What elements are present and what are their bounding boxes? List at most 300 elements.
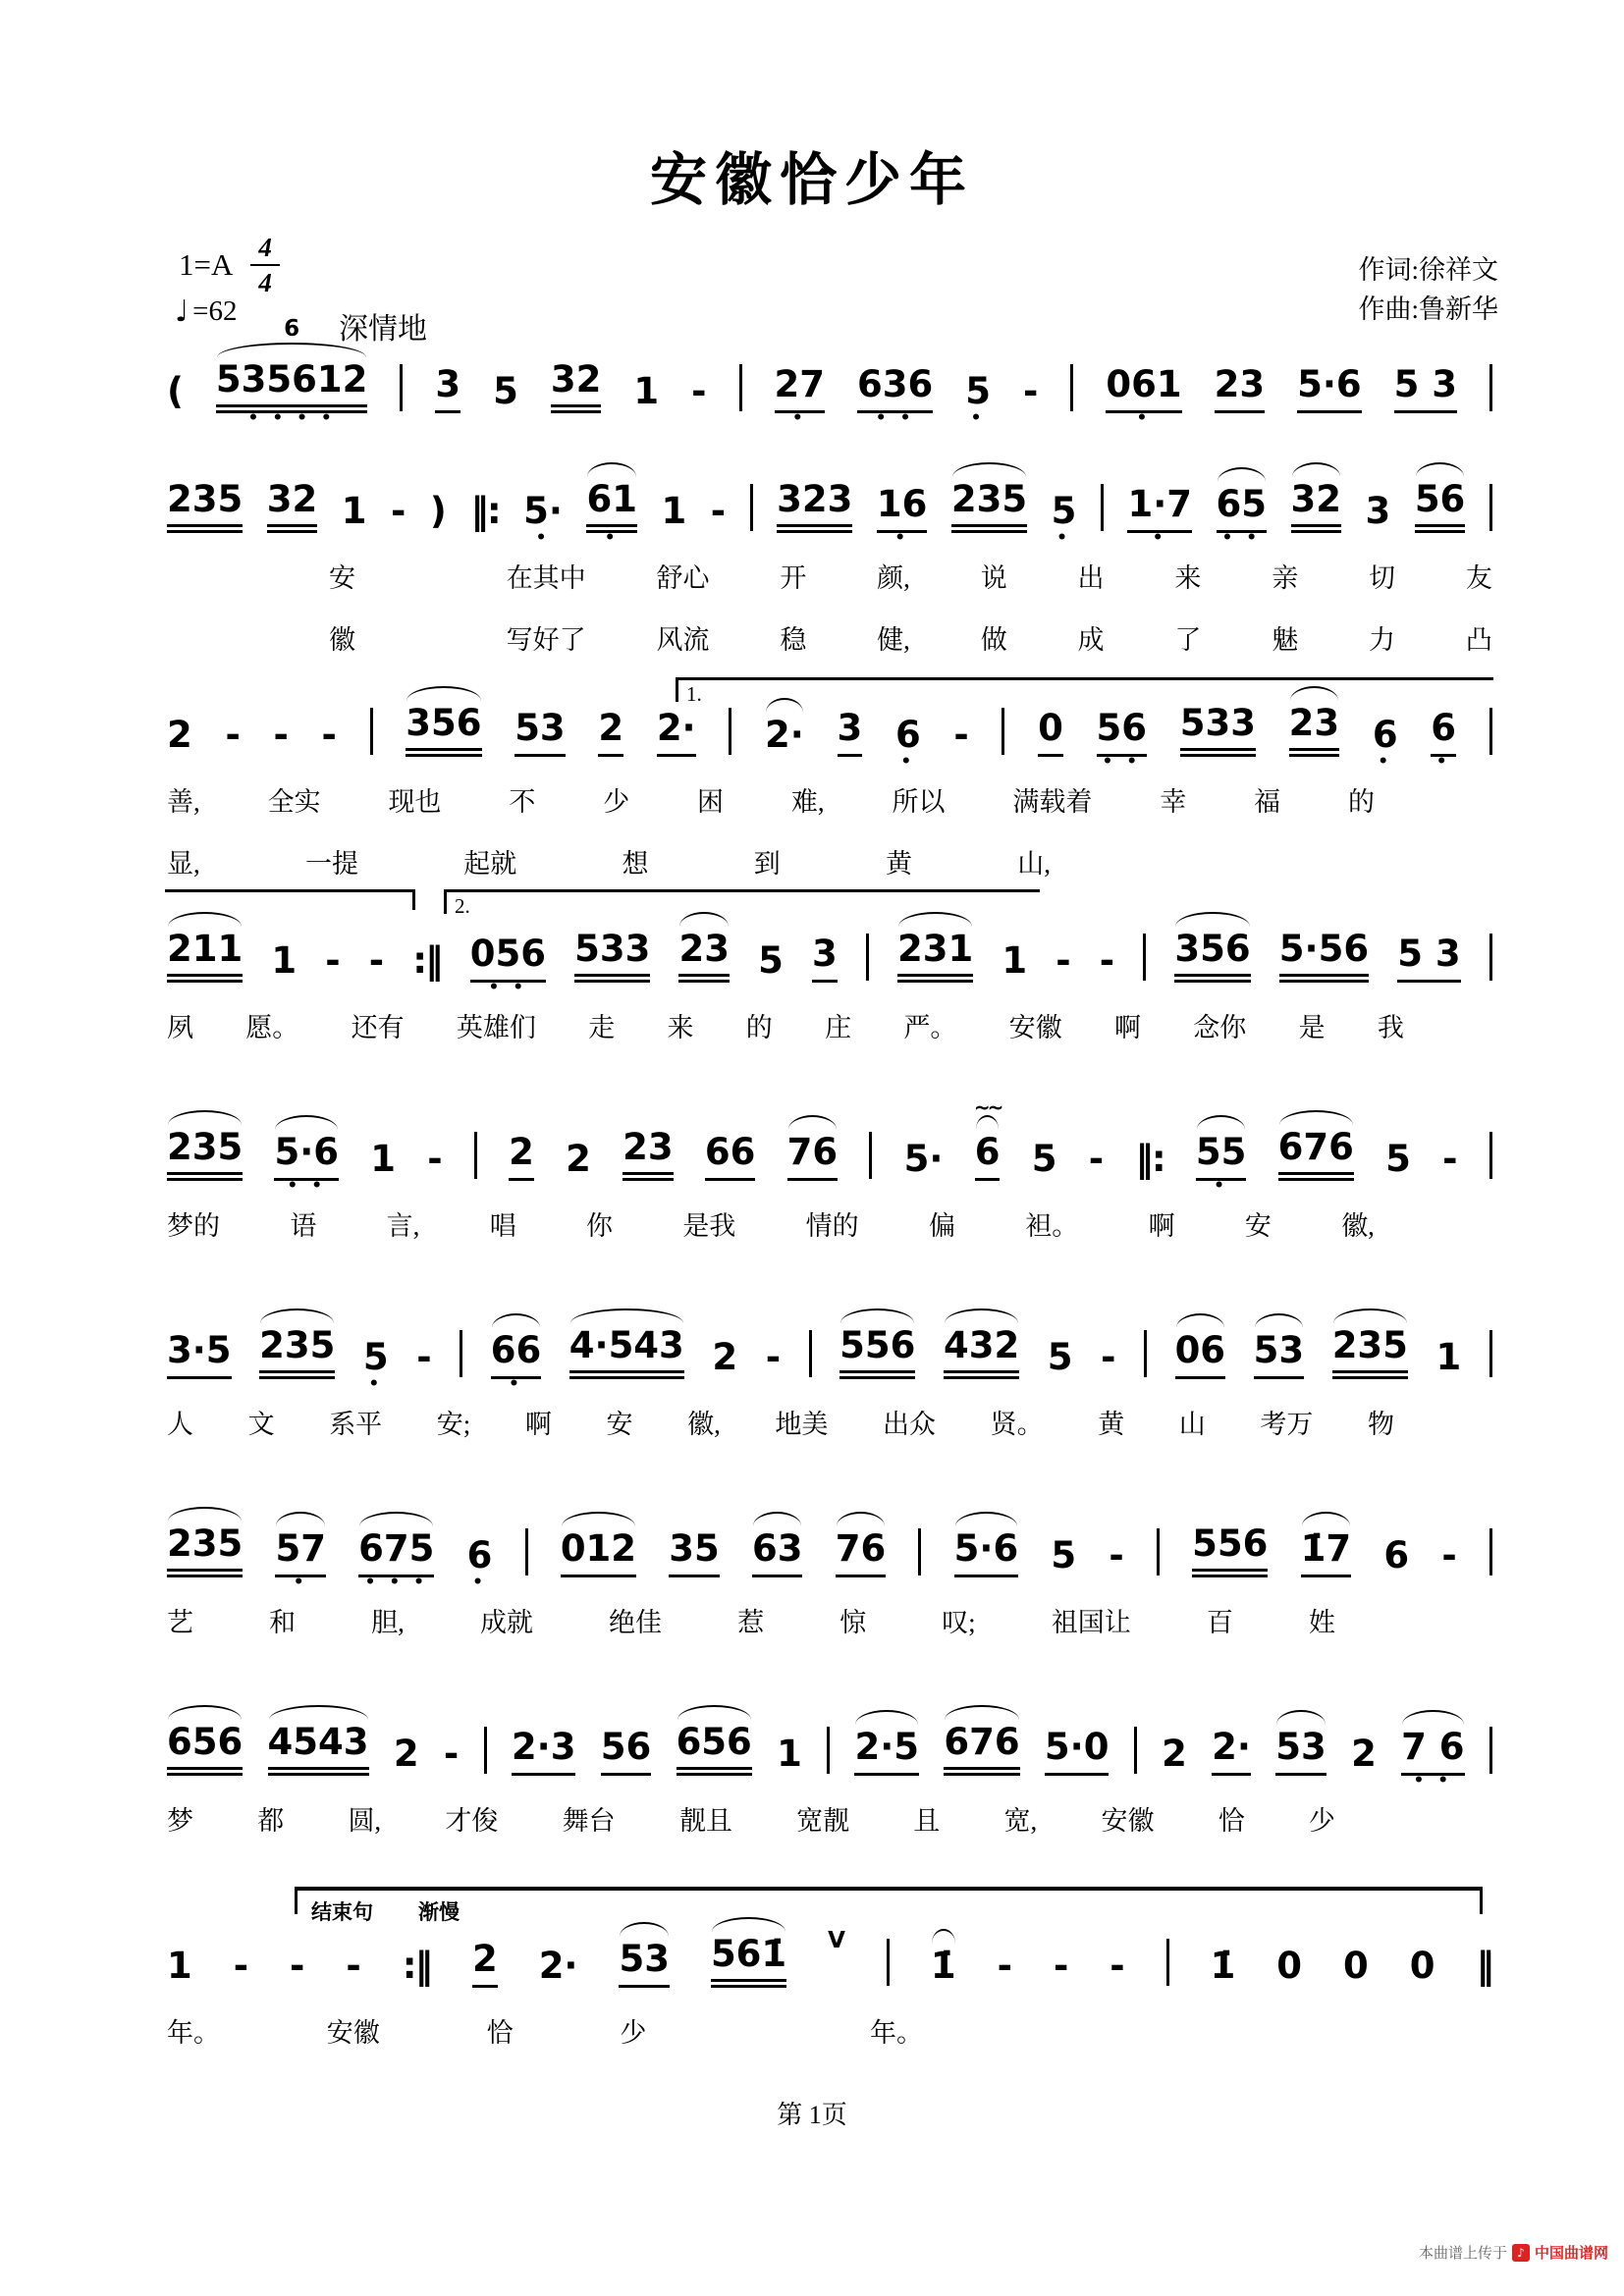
lyric-syllable: 惹 xyxy=(737,1607,765,1637)
bar-line xyxy=(1489,1528,1492,1575)
note-token: 235 xyxy=(167,1127,243,1181)
bar-line xyxy=(866,934,869,981)
lyrics-row xyxy=(167,1601,1492,1639)
note-token: - xyxy=(416,1336,432,1378)
notation-row xyxy=(167,1325,1492,1379)
note-token: 535612 6 • • • • xyxy=(216,359,367,413)
note-token: 356 xyxy=(1174,929,1250,983)
lyrics-row xyxy=(167,618,1492,657)
note-token: 53 xyxy=(619,1939,670,1988)
note-token: ‖: xyxy=(470,490,500,532)
key-signature xyxy=(179,234,280,297)
note-token: 2· xyxy=(765,714,804,756)
lyric-syllable: 做 xyxy=(980,624,1007,655)
lyric-syllable: 亲 xyxy=(1272,562,1299,593)
lyric-syllable: 姓 xyxy=(1308,1607,1335,1637)
lyric-syllable: 友 xyxy=(1465,562,1492,593)
lyric-syllable: 起就 xyxy=(463,848,517,879)
note-token: :‖ xyxy=(412,939,442,982)
lyric-syllable: 少 xyxy=(620,2017,647,2048)
bar-line xyxy=(1144,1330,1147,1377)
bar-line xyxy=(887,1939,890,1986)
meter-denominator: 4 xyxy=(258,268,272,298)
notation-row xyxy=(167,929,1492,983)
note-token: - xyxy=(346,1945,361,1987)
bar-line xyxy=(1489,934,1492,981)
note-token: 56 • • xyxy=(1097,708,1148,757)
lyric-syllable: 地美 xyxy=(775,1409,829,1439)
ending-labels xyxy=(311,1896,460,1926)
volta-1-close-bracket xyxy=(165,889,415,910)
note-token: - xyxy=(710,490,727,532)
lyric-syllable: 我 xyxy=(1377,1012,1404,1042)
note-token: ‖: xyxy=(1135,1138,1164,1180)
note-token: 5·56 xyxy=(1279,929,1369,983)
note-token: 533 xyxy=(1180,703,1256,757)
lyric-syllable: 的 xyxy=(1347,786,1375,817)
note-token: 56 xyxy=(601,1727,652,1776)
note-token: 53 xyxy=(1275,1727,1326,1776)
lyric-syllable: 说 xyxy=(980,562,1007,593)
note-token: 3 xyxy=(812,934,838,983)
note-token: 1 xyxy=(167,1945,192,1987)
note-token: 556 xyxy=(839,1325,915,1379)
note-token: 211 xyxy=(167,929,243,983)
page-title: 安徽恰少年 xyxy=(649,148,974,212)
lyric-syllable: 安 xyxy=(1244,1210,1272,1241)
site-logo-icon: ♪ xyxy=(1512,2244,1530,2262)
lyric-syllable: 切 xyxy=(1369,562,1396,593)
note-token: 3 xyxy=(838,708,863,757)
note-token: 1 xyxy=(271,939,298,982)
lyric-syllable: 走 xyxy=(588,1012,616,1042)
note-token: - xyxy=(1022,370,1039,412)
lyric-syllable: 偏 xyxy=(928,1210,955,1241)
lyric-syllable: 祖国让 xyxy=(1051,1607,1131,1637)
lyric-syllable: 少 xyxy=(603,786,630,817)
lyric-syllable: 来 xyxy=(667,1012,694,1042)
lyric-syllable: 福 xyxy=(1254,786,1281,817)
ending-label: 结束句 xyxy=(311,1900,373,1924)
lyric-syllable: 安; xyxy=(436,1409,471,1439)
bar-line xyxy=(809,1330,812,1377)
lyric-syllable: 百 xyxy=(1206,1607,1233,1637)
lyric-syllable: 在其中 xyxy=(506,562,586,593)
lyric-syllable: 徽, xyxy=(687,1409,721,1439)
note-token: 1 xyxy=(777,1733,802,1775)
lyric-syllable: 徽, xyxy=(1341,1210,1375,1241)
note-token: 1 xyxy=(1001,939,1028,982)
note-token: - xyxy=(325,939,341,982)
note-token: 61 • xyxy=(586,479,637,533)
note-token: 5 • xyxy=(1052,491,1077,533)
note-token: 0 xyxy=(1409,1945,1435,1987)
note-token: 2 xyxy=(598,708,623,757)
lyric-syllable: 你 xyxy=(586,1210,613,1241)
note-token: 5 • xyxy=(965,371,991,413)
note-token: 6 • xyxy=(895,715,921,757)
lyric-syllable: 还有 xyxy=(351,1012,405,1042)
note-token: - xyxy=(443,1733,460,1775)
lyrics-row xyxy=(167,1204,1492,1243)
music-system-6 xyxy=(167,1325,1492,1441)
note-token: - xyxy=(427,1138,443,1180)
bar-line xyxy=(827,1727,830,1774)
music-system-2 xyxy=(167,479,1492,657)
lyric-syllable: 啊 xyxy=(1113,1012,1141,1042)
lyric-syllable: 山 xyxy=(1178,1409,1206,1439)
note-token: 5 xyxy=(1385,1138,1411,1180)
note-token: ) xyxy=(429,490,447,532)
note-token: 5 xyxy=(1051,1534,1077,1576)
note-token: - xyxy=(953,714,969,756)
ritardando-label: 渐慢 xyxy=(418,1900,460,1924)
lyric-syllable: 不 xyxy=(509,786,536,817)
note-token: 2 xyxy=(566,1138,591,1180)
lyric-syllable: 啊 xyxy=(524,1409,552,1439)
note-token: 1 xyxy=(341,490,367,532)
lyric-syllable: 成 xyxy=(1077,624,1105,655)
note-token: 2· xyxy=(657,708,696,757)
note-token: - xyxy=(273,714,289,756)
notation-row xyxy=(167,1928,1492,1988)
lyric-syllable: 言, xyxy=(386,1210,420,1241)
quarter-note-icon: ♩ xyxy=(175,294,189,329)
lyric-syllable: 唱 xyxy=(489,1210,516,1241)
note-token: 27 • xyxy=(775,364,826,413)
lyric-syllable: 庄 xyxy=(825,1012,852,1042)
note-token: 6 • xyxy=(1431,708,1456,757)
bar-line xyxy=(1143,934,1146,981)
note-token: 323 xyxy=(777,479,852,533)
note-token: 5 xyxy=(758,939,784,982)
note-token: 235 xyxy=(167,1523,243,1577)
note-token: 1̇7 xyxy=(1301,1528,1352,1577)
upload-credit xyxy=(1419,2242,1608,2263)
lyric-syllable: 魅 xyxy=(1272,624,1299,655)
bar-line xyxy=(1489,1330,1492,1377)
bar-line xyxy=(460,1330,462,1377)
lyric-syllable xyxy=(753,2011,763,2050)
lyric-syllable: 的 xyxy=(745,1012,773,1042)
lyrics-row xyxy=(167,557,1492,595)
lyric-syllable: 啊 xyxy=(1148,1210,1175,1241)
note-token: 0 xyxy=(1276,1945,1303,1987)
volta-1-bracket xyxy=(676,677,1493,706)
note-token: 012 xyxy=(561,1528,636,1577)
lyric-syllable: 凸 xyxy=(1465,624,1492,655)
lyric-syllable: 安 xyxy=(606,1409,633,1439)
lyric-syllable: 都 xyxy=(257,1805,285,1836)
lyric-syllable: 黄 xyxy=(886,848,912,879)
lyric-syllable: 现也 xyxy=(388,786,442,817)
lyric-syllable: 考万 xyxy=(1260,1409,1314,1439)
bar-line xyxy=(739,364,742,411)
tempo-marking xyxy=(175,294,238,329)
bar-line xyxy=(484,1727,487,1774)
note-token: 231 xyxy=(897,929,973,983)
music-system-3 xyxy=(167,703,1492,881)
lyric-syllable: 出众 xyxy=(883,1409,937,1439)
note-token: 061 • xyxy=(1106,364,1181,413)
note-token: 2 xyxy=(1162,1733,1187,1775)
note-token: 1 xyxy=(1435,1336,1462,1378)
expression-marking: 深情地 xyxy=(339,313,427,346)
note-token: 4·543 xyxy=(569,1325,684,1379)
note-token: 6 • xyxy=(467,1535,493,1577)
lyric-syllable: 舞台 xyxy=(562,1805,616,1836)
bar-line xyxy=(1489,484,1492,531)
volta-2-label: 2. xyxy=(455,894,470,918)
note-token: 676 xyxy=(1278,1127,1354,1181)
notation-row xyxy=(167,479,1492,533)
note-token: ‖ xyxy=(1476,1945,1492,1987)
lyric-syllable xyxy=(426,557,436,595)
lyric-syllable: 是我 xyxy=(682,1210,736,1241)
note-token: - xyxy=(765,1336,782,1378)
note-token: 0 xyxy=(1038,708,1063,757)
note-token: - xyxy=(997,1945,1012,1987)
note-token: - xyxy=(1099,939,1115,982)
note-token: 65 • • xyxy=(1217,484,1268,533)
note-token: 2·5 xyxy=(854,1727,919,1776)
note-token: 5·6 xyxy=(954,1528,1019,1577)
note-token: 57 • xyxy=(275,1528,326,1577)
lyric-syllable: 严。 xyxy=(903,1012,957,1042)
volta-2-bracket xyxy=(444,889,1040,918)
lyric-syllable: 到 xyxy=(753,848,781,879)
note-token: - xyxy=(290,1945,305,1987)
note-token: 235 xyxy=(167,479,243,533)
credits xyxy=(1358,250,1498,329)
lyric-syllable: 语 xyxy=(290,1210,317,1241)
lyric-syllable: 难, xyxy=(790,786,825,817)
bar-line xyxy=(1101,484,1104,531)
lyric-syllable: 愿。 xyxy=(245,1012,299,1042)
note-token: 66 xyxy=(705,1132,756,1181)
note-token: 32 xyxy=(267,479,318,533)
note-token: 23 xyxy=(678,929,730,983)
note-token: 1·7 • xyxy=(1127,484,1192,533)
lyric-syllable: 出 xyxy=(1077,562,1105,593)
lyric-syllable: 梦 xyxy=(167,1805,193,1836)
lyric-syllable: 物 xyxy=(1367,1409,1394,1439)
note-token: 5·0 xyxy=(1045,1727,1110,1776)
note-token: 1̇ xyxy=(930,1945,956,1987)
bar-line xyxy=(370,708,373,755)
note-token: 5· • xyxy=(523,491,563,533)
bar-line xyxy=(1157,1528,1160,1575)
lyric-syllable: 满载着 xyxy=(1012,786,1093,817)
note-token: 1 xyxy=(661,490,687,532)
lyrics-row xyxy=(167,1799,1492,1838)
note-token: 63 xyxy=(752,1528,803,1577)
bar-line xyxy=(1489,1727,1492,1774)
note-token: 556 xyxy=(1192,1523,1268,1577)
note-token: 3 xyxy=(435,364,460,413)
lyric-syllable: 圆, xyxy=(348,1805,382,1836)
note-token: - xyxy=(1110,1945,1125,1987)
note-token: 533 xyxy=(574,929,650,983)
note-token: 76 xyxy=(836,1528,887,1577)
note-token: 76 xyxy=(787,1132,839,1181)
note-token: 2 xyxy=(1351,1733,1377,1775)
ending-bracket xyxy=(295,1887,1483,1924)
note-token: 636 • • xyxy=(857,364,933,413)
page-number: 第 1页 xyxy=(777,2101,847,2129)
note-token: - xyxy=(1109,1534,1124,1576)
site-name: 中国曲谱网 xyxy=(1534,2246,1608,2262)
bar-line xyxy=(750,484,753,531)
lyrics-row xyxy=(167,842,1492,881)
note-token: - xyxy=(391,490,406,532)
tuplet-number: 6 xyxy=(284,316,300,342)
note-token: 1 xyxy=(633,370,660,412)
key-value: 1=A xyxy=(179,247,234,283)
note-token: 2· xyxy=(538,1945,578,1987)
note-token: :‖ xyxy=(402,1945,431,1987)
note-token: 5 • xyxy=(363,1337,389,1379)
lyric-syllable: 健, xyxy=(877,624,910,655)
lyric-syllable: 力 xyxy=(1369,624,1396,655)
note-token: 5 3 xyxy=(1397,934,1460,983)
bar-line xyxy=(474,1132,477,1179)
lyric-syllable: 善, xyxy=(167,786,200,817)
lyric-syllable: 安徽 xyxy=(1101,1805,1155,1836)
note-token: 16 • xyxy=(877,484,928,533)
note-token: 53 xyxy=(514,708,566,757)
note-token: - xyxy=(233,1945,249,1987)
note-token: - xyxy=(1056,939,1071,982)
lyric-syllable: 困 xyxy=(697,786,725,817)
note-token: 2 xyxy=(393,1733,419,1775)
lyric-syllable: 绝佳 xyxy=(609,1607,662,1637)
note-token: 2 xyxy=(167,714,192,756)
lyric-syllable: 全实 xyxy=(267,786,321,817)
note-token: 3 xyxy=(1365,490,1391,532)
lyricist: 作词:徐祥文 xyxy=(1358,255,1498,285)
note-token: - xyxy=(1441,1534,1457,1576)
note-token: - xyxy=(368,939,385,982)
note-token: 5 xyxy=(493,370,518,412)
note-token: 056 • • xyxy=(470,934,546,983)
note-token: - xyxy=(691,370,707,412)
note-token: 56 xyxy=(1415,479,1466,533)
lyric-syllable: 且 xyxy=(913,1805,941,1836)
lyric-syllable: 所以 xyxy=(892,786,946,817)
note-token: 6 • xyxy=(1373,715,1398,757)
note-token: - xyxy=(1101,1336,1116,1378)
note-token: 1 xyxy=(370,1138,397,1180)
lyric-syllable: 来 xyxy=(1174,562,1202,593)
note-token: 2· xyxy=(1212,1727,1251,1776)
note-token: 1̇ xyxy=(1210,1945,1236,1987)
note-token: 4543 xyxy=(268,1722,369,1776)
lyric-syllable: 徽 xyxy=(329,624,355,655)
lyric-syllable: 黄 xyxy=(1098,1409,1125,1439)
lyric-syllable: 文 xyxy=(247,1409,275,1439)
note-token: 23 xyxy=(1215,364,1266,413)
lyrics-row xyxy=(167,1006,1492,1044)
lyric-syllable: 惊 xyxy=(839,1607,867,1637)
note-token: 2·3 xyxy=(512,1727,576,1776)
note-token: 2 xyxy=(509,1132,534,1181)
lyric-syllable: 人 xyxy=(167,1409,193,1439)
time-signature xyxy=(250,234,280,297)
note-token: 53 xyxy=(1254,1330,1305,1379)
note-token: 5 xyxy=(1047,1336,1073,1378)
lyric-syllable: 靓且 xyxy=(678,1805,732,1836)
note-token: 2 xyxy=(712,1336,738,1378)
lyric-syllable: 英雄们 xyxy=(456,1012,536,1042)
lyric-syllable: 袒。 xyxy=(1025,1210,1079,1241)
lyric-syllable: 少 xyxy=(1308,1805,1335,1836)
note-token: - xyxy=(1053,1945,1069,1987)
note-token: 55 • xyxy=(1196,1132,1247,1181)
tempo-value: =62 xyxy=(192,295,238,327)
note-token: 656 xyxy=(677,1722,752,1776)
upload-note: 本曲谱上传于 xyxy=(1418,2246,1507,2262)
bar-line xyxy=(400,364,403,411)
lyric-syllable: 安徽 xyxy=(1008,1012,1062,1042)
lyric-syllable: 年。 xyxy=(167,2017,220,2048)
note-token: 6 xyxy=(1383,1534,1410,1576)
bar-line xyxy=(1070,364,1073,411)
lyric-syllable: 胆, xyxy=(371,1607,405,1637)
note-token: 5· xyxy=(903,1138,944,1180)
bar-line xyxy=(1489,1132,1492,1179)
composer: 作曲:鲁新华 xyxy=(1358,294,1498,324)
lyric-syllable: 风流 xyxy=(656,624,710,655)
lyrics-row xyxy=(167,780,1492,819)
note-token: 235 xyxy=(259,1325,335,1379)
lyric-syllable: 梦的 xyxy=(167,1210,220,1241)
lyric-syllable: 和 xyxy=(269,1607,297,1637)
note-token: V xyxy=(828,1928,845,1953)
note-token: - xyxy=(1088,1138,1105,1180)
lyric-syllable: 系平 xyxy=(329,1409,383,1439)
lyric-syllable: 安徽 xyxy=(326,2017,380,2048)
lyric-syllable: 舒心 xyxy=(656,562,710,593)
note-token: 5·6 • • xyxy=(274,1132,339,1181)
note-token: 7 6 • • xyxy=(1401,1727,1464,1776)
notation-row xyxy=(167,1523,1492,1577)
lyric-syllable: 稳 xyxy=(780,624,807,655)
note-token: 23 xyxy=(1289,703,1340,757)
note-token: 32 xyxy=(1291,479,1342,533)
lyric-syllable: 叹; xyxy=(942,1607,976,1637)
lyric-syllable: 颜, xyxy=(877,562,910,593)
bar-line xyxy=(729,708,731,755)
notation-row xyxy=(167,1095,1492,1181)
note-token: - xyxy=(321,714,337,756)
lyric-syllable: 幸 xyxy=(1160,786,1187,817)
note-token: 23 xyxy=(623,1127,674,1181)
note-token: 676 xyxy=(944,1722,1019,1776)
note-token: ( xyxy=(167,370,184,412)
note-token: 432 xyxy=(944,1325,1019,1379)
note-token: 235 xyxy=(1332,1325,1408,1379)
lyric-syllable xyxy=(426,618,436,657)
music-system-5 xyxy=(167,1095,1492,1243)
lyric-syllable: 山, xyxy=(1017,848,1051,879)
lyric-syllable: 了 xyxy=(1174,624,1202,655)
lyric-syllable: 宽靓 xyxy=(796,1805,850,1836)
note-token: 561̇ xyxy=(711,1934,786,1988)
note-token: 35 xyxy=(669,1528,720,1577)
volta-1-label: 1. xyxy=(686,682,702,706)
note-token: 0 xyxy=(1343,1945,1369,1987)
